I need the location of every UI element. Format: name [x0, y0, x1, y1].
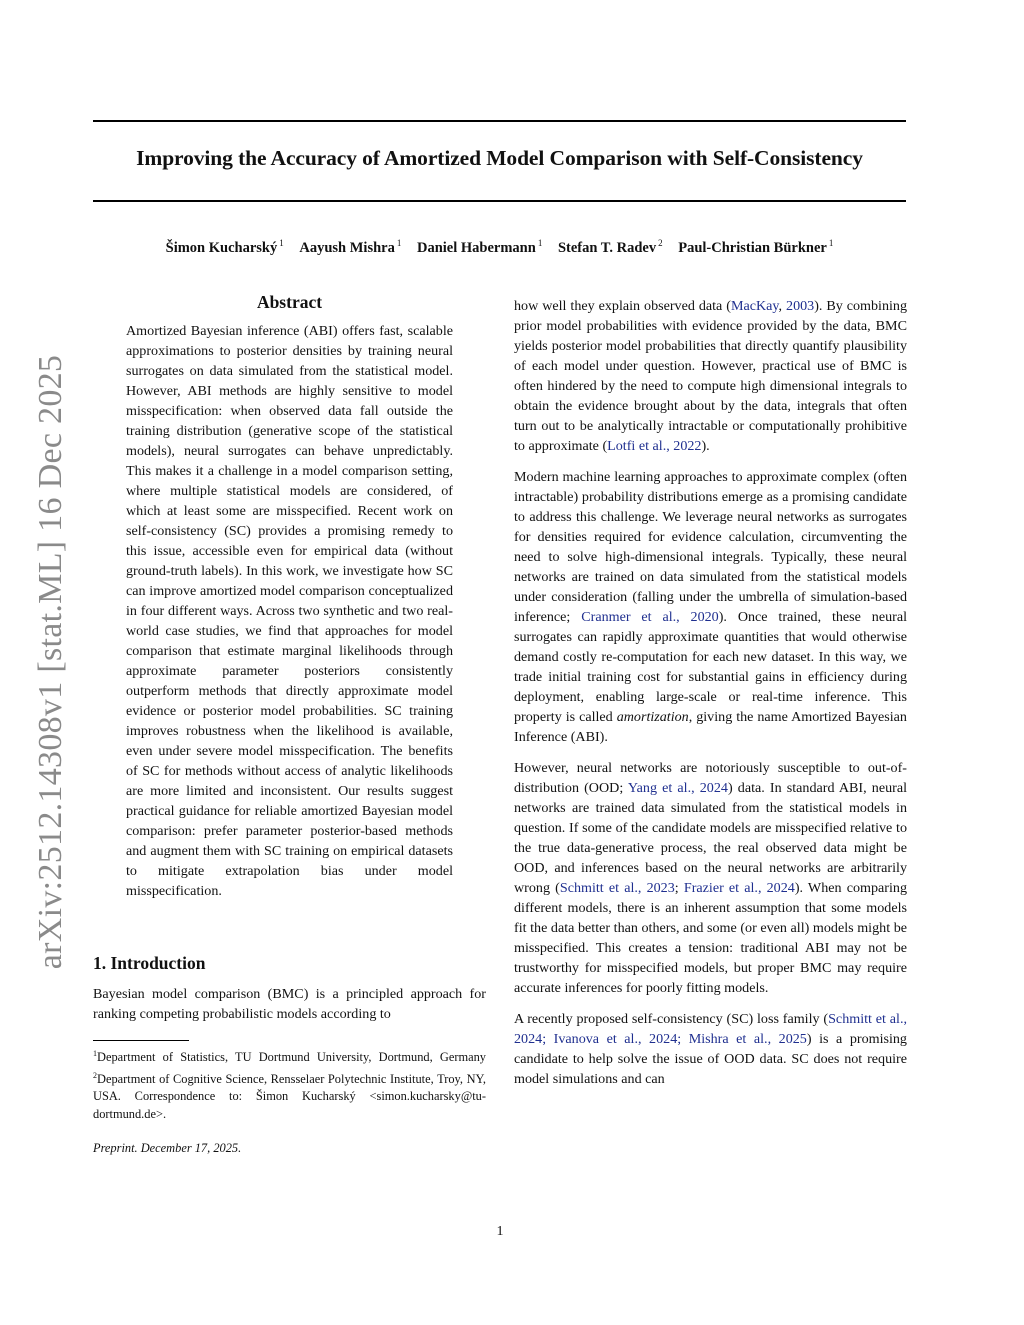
title-rule-bottom	[93, 200, 906, 202]
author-name: Paul-Christian Bürkner	[678, 239, 827, 256]
author	[166, 240, 284, 256]
citation-link[interactable]: Lotfi et al., 2022	[607, 438, 702, 454]
author-name: Šimon Kucharský	[165, 239, 278, 256]
abstract-heading: Abstract	[256, 292, 323, 312]
footnote-rule	[93, 1040, 189, 1041]
author	[678, 240, 833, 256]
paragraph: how well they explain observed data (MacKay, 2003). By combining prior model probabilities with evidence provided by the data, BMC yields posterior model probabilities that directly quantify plausibility of each model under question. However, practical use of BMC is often hindered by the need to compute high dimensional integrals to obtain the evidence brought about by the data, integrals that often turn out to be analytically intractable or computationally prohibitive to approximate (Lotfi et al., 2022).	[514, 298, 908, 454]
emphasis: amortization	[616, 709, 689, 725]
footnote-text: Department of Cognitive Science, Rensselaer Polytechnic Institute, Troy, NY, USA. Correspondence to: Šimon Kucharský <simon.kucharsky@tu-dortmund.de>.	[93, 1071, 486, 1121]
author	[299, 240, 401, 256]
author	[417, 240, 542, 256]
left-column	[93, 292, 486, 1156]
citation-link[interactable]: Schmitt et al., 2024; Ivanova et al., 2024; Mishra et al., 2025	[514, 1011, 907, 1047]
author-name: Daniel Habermann	[416, 239, 536, 256]
paragraph: A recently proposed self-consistency (SC) loss family (Schmitt et al., 2024; Ivanova et al., 2024; Mishra et al., 2025) is a promising candidate to help solve the issue of OOD data. SC does not require model simulations and can	[514, 1011, 907, 1087]
section-heading-introduction: 1. Introduction	[93, 953, 206, 973]
footnote-marker: 2	[93, 1070, 97, 1080]
paragraph: Modern machine learning approaches to approximate complex (often intractable) probability distributions emerge as a promising candidate to address this challenge. We leverage neural networks as surrogates for densities required for evidence calculation, circumventing the need to solve high-dimensional integrals. Typically, these neural networks are trained on data simulated from the statistical models under consideration (falling under the umbrella of simulation-based inference; Cranmer et al., 2020). Once trained, these neural surrogates can rapidly approximate quantities that would otherwise demand costly re-computation for each new dataset. In this way, we trade initial training cost for substantial gains in efficiency during deployment, enabling large-scale or real-time inference. This property is called amortization, giving the name Amortized Bayesian Inference (ABI).	[514, 469, 908, 745]
author-name: Aayush Mishra	[299, 239, 395, 256]
right-column	[514, 296, 907, 1100]
citation-link[interactable]: Yang et al., 2024	[627, 780, 728, 796]
author-name: Stefan T. Radev	[557, 239, 657, 256]
paragraph: However, neural networks are notoriously susceptible to out-of-distribution (OOD; Yang et al., 2024) data. In standard ABI, neural networks are trained data simulated from the statistical models in question. If some of the candidate models are misspecified relative to the true data-generative process, the real observed data might be OOD, and inferences based on the neural networks are arbitrarily wrong (Schmitt et al., 2023; Frazier et al., 2024). When comparing different models, there is an inherent assumption that some models fit the data better than others, and some (or even all) models might be misspecified. This creates a tension: traditional ABI may not be trustworthy for misspecified models, but proper BMC may require accurate inferences for poorly fitting models.	[514, 760, 908, 996]
citation-link[interactable]: 2003	[786, 298, 815, 314]
abstract-text: Amortized Bayesian inference (ABI) offers fast, scalable approximations to posterior densities by training neural surrogates on data simulated from the statistical model. However, ABI methods are highly sensitive to model misspecification: when observed data fall outside the training distribution (generative scope of the statistical models), neural surrogates can behave unpredictably. This makes it a challenge in a model comparison setting, where multiple statistical models are considered, of which at least some are misspecified. Recent work on self-consistency (SC) provides a promising remedy to this issue, accessible even for empirical data (without ground-truth labels). In this work, we investigate how SC can improve amortized model comparison conceptualized in four different ways. Across two synthetic and two real-world case studies, we find that approaches for model comparison that estimate marginal likelihoods through approximate parameter posteriors consistently outperform methods that directly approximate model evidence or posterior model probabilities. SC training improves robustness when the likelihood is available, even under severe model misspecification. The benefits of SC for methods without access of analytic likelihoods are more limited and inconsistent. Our results suggest practical guidance for reliable amortized Bayesian model comparison: prefer parameter posterior-based methods and augment them with SC training on empirical datasets to mitigate extrapolation bias under model misspecification.	[126, 323, 453, 899]
arxiv-sidebar-id: arXiv:2512.14308v1 [stat.ML] 16 Dec 2025	[32, 354, 69, 970]
author	[558, 240, 663, 256]
author-affiliation: 2	[658, 238, 663, 248]
footnote-text: Department of Statistics, TU Dortmund University, Dortmund, Germany	[97, 1050, 486, 1065]
author-affiliation: 1	[396, 238, 402, 248]
footnote-marker: 1	[93, 1049, 97, 1058]
citation-link[interactable]: Schmitt et al., 2023	[559, 880, 675, 896]
citation-link[interactable]: Frazier et al., 2024	[683, 880, 795, 896]
author-list	[93, 238, 906, 257]
title-rule-top	[93, 120, 906, 122]
author-affiliation: 1	[279, 238, 284, 248]
author-affiliation: 1	[537, 238, 543, 248]
affiliation-footnote	[93, 1045, 486, 1123]
page-number: 1	[496, 1224, 504, 1239]
paper-title: Improving the Accuracy of Amortized Model Comparison with Self-Consistency	[136, 146, 863, 170]
citation-link[interactable]: Cranmer et al., 2020	[581, 609, 719, 625]
preprint-note: Preprint. December 17, 2025.	[93, 1141, 242, 1156]
intro-paragraph: Bayesian model comparison (BMC) is a principled approach for ranking competing probabilistic models according to	[93, 986, 486, 1022]
citation-link[interactable]: MacKay	[730, 298, 779, 314]
author-affiliation: 1	[828, 238, 834, 248]
